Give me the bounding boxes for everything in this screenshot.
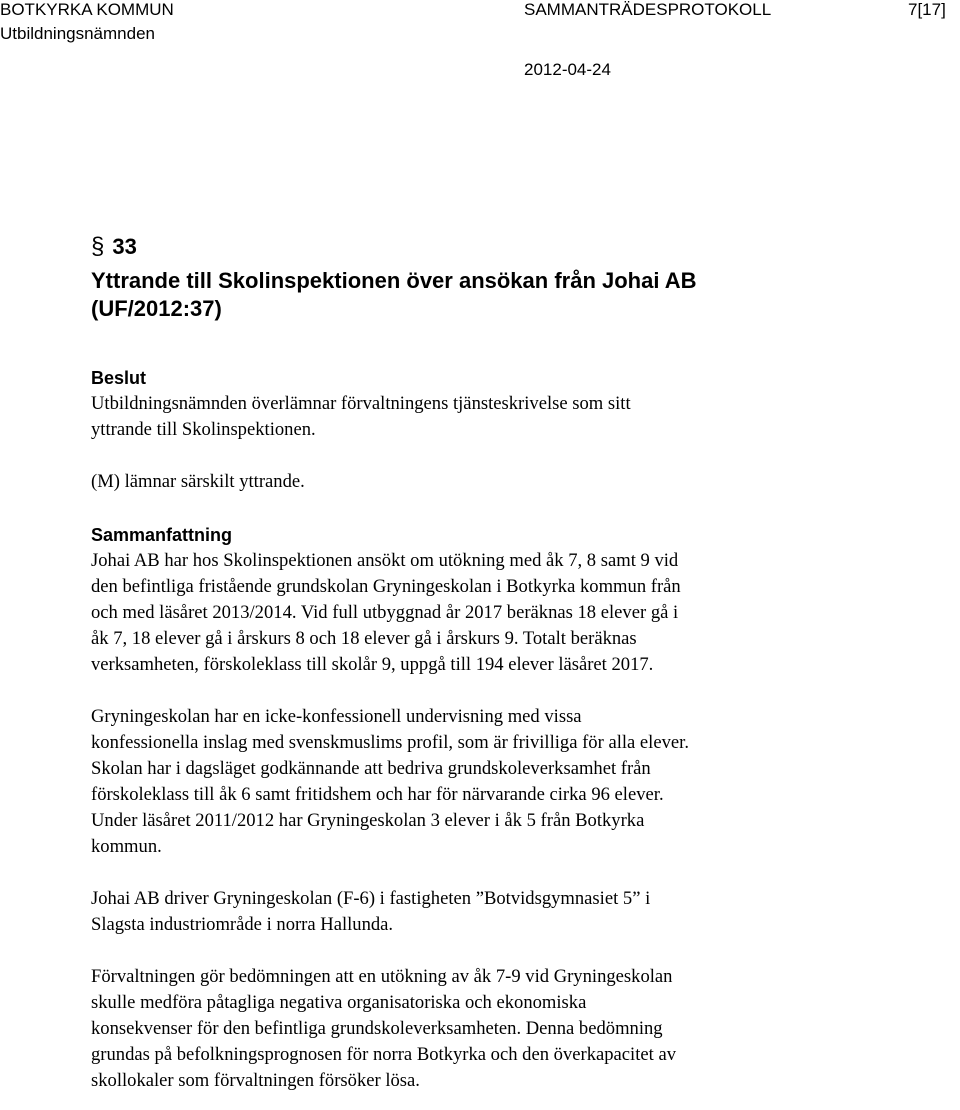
header-document-type: SAMMANTRÄDESPROTOKOLL xyxy=(524,0,772,19)
summary-p4-line: grundas på befolkningsprognosen för norra Botkyrka och den överkapacitet av xyxy=(91,1044,677,1065)
summary-p1-line: Johai AB har hos Skolinspektionen ansökt om utökning med åk 7, 8 samt 9 vid xyxy=(91,550,679,571)
summary-p2-line: Under läsåret 2011/2012 har Gryningeskolan 3 elever i åk 5 från Botkyrka xyxy=(91,810,645,831)
summary-p4-line: konsekvenser för den befintliga grundskoleverksamheten. Denna bedömning xyxy=(91,1018,663,1039)
summary-p2-line: kommun. xyxy=(91,836,162,857)
beslut-line-1: Utbildningsnämnden överlämnar förvaltningens tjänsteskrivelse som sitt xyxy=(91,393,631,414)
summary-p4-line: skulle medföra påtagliga negativa organisatoriska och ekonomiska xyxy=(91,992,587,1013)
summary-p1-line: åk 7, 18 elever gå i årskurs 8 och 18 elever gå i årskurs 9. Totalt beräknas xyxy=(91,628,637,649)
summary-paragraph-1 xyxy=(91,548,951,678)
summary-paragraph-2 xyxy=(91,704,951,860)
header-page-number: 7[17] xyxy=(908,0,946,19)
sammanfattning-heading: Sammanfattning xyxy=(91,525,233,545)
section-title xyxy=(91,267,951,323)
summary-p1-line: den befintliga fristående grundskolan Gryningeskolan i Botkyrka kommun från xyxy=(91,576,681,597)
header-committee: Utbildningsnämnden xyxy=(0,24,155,43)
summary-paragraph-4 xyxy=(91,964,951,1094)
summary-p2-line: Skolan har i dagsläget godkännande att bedriva grundskoleverksamhet från xyxy=(91,758,651,779)
header-organization: BOTKYRKA KOMMUN xyxy=(0,0,174,19)
summary-paragraph-3 xyxy=(91,886,951,938)
summary-p2-line: Gryningeskolan har en icke-konfessionell undervisning med vissa xyxy=(91,706,582,727)
summary-p1-line: verksamheten, förskoleklass till skolår 9, uppgå till 194 elever läsåret 2017. xyxy=(91,654,654,675)
beslut-reservation: (M) lämnar särskilt yttrande. xyxy=(91,471,305,492)
summary-p2-line: förskoleklass till åk 6 samt fritidshem och har för närvarande cirka 96 elever. xyxy=(91,784,664,805)
section-title-line-2: (UF/2012:37) xyxy=(91,296,222,321)
beslut-heading: Beslut xyxy=(91,368,147,388)
document-body xyxy=(91,233,951,1094)
beslut-line-2: yttrande till Skolinspektionen. xyxy=(91,419,316,440)
summary-p3-line: Slagsta industriområde i norra Hallunda. xyxy=(91,914,394,935)
section-title-line-1: Yttrande till Skolinspektionen över ansökan från Johai AB xyxy=(91,268,697,293)
summary-p1-line: och med läsåret 2013/2014. Vid full utbyggnad år 2017 beräknas 18 elever gå i xyxy=(91,602,679,623)
summary-p4-line: skollokaler som förvaltningen försöker lösa. xyxy=(91,1070,420,1091)
section-number-value: 33 xyxy=(112,234,137,259)
beslut-paragraph xyxy=(91,391,951,443)
summary-p2-line: konfessionella inslag med svenskmuslims profil, som är frivilliga för alla elever. xyxy=(91,732,689,753)
summary-p4-line: Förvaltningen gör bedömningen att en utökning av åk 7-9 vid Gryningeskolan xyxy=(91,966,673,987)
section-sign-icon: § xyxy=(91,233,105,260)
summary-p3-line: Johai AB driver Gryningeskolan (F-6) i fastigheten ”Botvidsgymnasiet 5” i xyxy=(91,888,651,909)
header-date: 2012-04-24 xyxy=(524,60,611,79)
section-number xyxy=(91,233,951,261)
